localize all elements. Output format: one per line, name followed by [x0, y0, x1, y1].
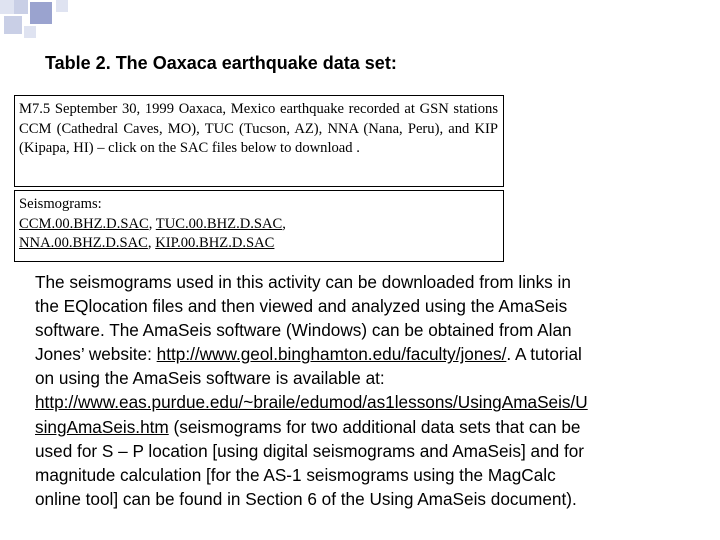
ccm-sac-link[interactable]: CCM.00.BHZ.D.SAC: [19, 215, 149, 232]
jones-website-link[interactable]: http://www.geol.binghamton.edu/faculty/jones/: [156, 344, 507, 365]
text: . A tutorial: [506, 344, 582, 365]
text: Jones’ website:: [35, 344, 157, 365]
decor-square: [56, 0, 68, 12]
decor-square: [30, 2, 52, 24]
paragraph-line: on using the AmaSeis software is available at:: [35, 368, 385, 389]
decor-square: [14, 0, 28, 14]
seismograms-heading: Seismograms:: [19, 196, 102, 212]
description-line: below to download .: [240, 140, 360, 156]
decor-square: [24, 26, 36, 38]
paragraph-line: used for S – P location [using digital seismograms and AmaSeis] and for: [35, 440, 585, 461]
seismograms-box: [14, 190, 504, 262]
text: (seismograms for two additional data sets that can be: [168, 416, 581, 437]
amaseis-tutorial-link[interactable]: http://www.eas.purdue.edu/~braile/edumod/as1lessons/UsingAmaSeis/U: [35, 392, 588, 413]
separator: ,: [282, 215, 286, 232]
paragraph-line: [35, 390, 685, 414]
paragraph-line: online tool] can be found in Section 6 of the Using AmaSeis document).: [35, 488, 577, 509]
nna-sac-link[interactable]: NNA.00.BHZ.D.SAC: [19, 235, 148, 251]
paragraph-line: [35, 342, 685, 366]
separator: ,: [148, 215, 156, 232]
paragraph-line: software. The AmaSeis software (Windows) can be obtained from Alan: [35, 320, 572, 341]
paragraph-line: The seismograms used in this activity can be downloaded from links in: [35, 272, 571, 292]
page-title: Table 2. The Oaxaca earthquake data set:: [45, 53, 397, 73]
corner-decoration: [0, 0, 80, 45]
amaseis-tutorial-link-cont[interactable]: singAmaSeis.htm: [35, 416, 169, 437]
body-paragraph: [35, 270, 685, 511]
event-description: [19, 100, 498, 159]
seismogram-links-row: [19, 215, 498, 235]
separator: ,: [147, 235, 156, 251]
tuc-sac-link[interactable]: TUC.00.BHZ.D.SAC: [155, 215, 283, 232]
kip-sac-link[interactable]: KIP.00.BHZ.D.SAC: [155, 235, 275, 251]
decor-square: [4, 16, 22, 34]
paragraph-line: the EQlocation files and then viewed and analyzed using the AmaSeis: [35, 296, 568, 317]
event-description-box: [14, 95, 504, 187]
description-line: NNA (Nana, Peru), and KIP (Kipapa, HI) – click on the SAC files: [19, 120, 498, 156]
description-line: GSN stations CCM (Cathedral Caves, MO), TUC (Tucson, AZ),: [19, 101, 499, 137]
description-line: M7.5 September 30, 1999 Oaxaca, Mexico earthquake recorded at: [19, 101, 415, 117]
paragraph-line: magnitude calculation [for the AS-1 seismograms using the MagCalc: [35, 464, 556, 485]
decor-square: [0, 0, 14, 14]
paragraph-line: [35, 415, 685, 439]
seismogram-links-row: [19, 234, 498, 254]
